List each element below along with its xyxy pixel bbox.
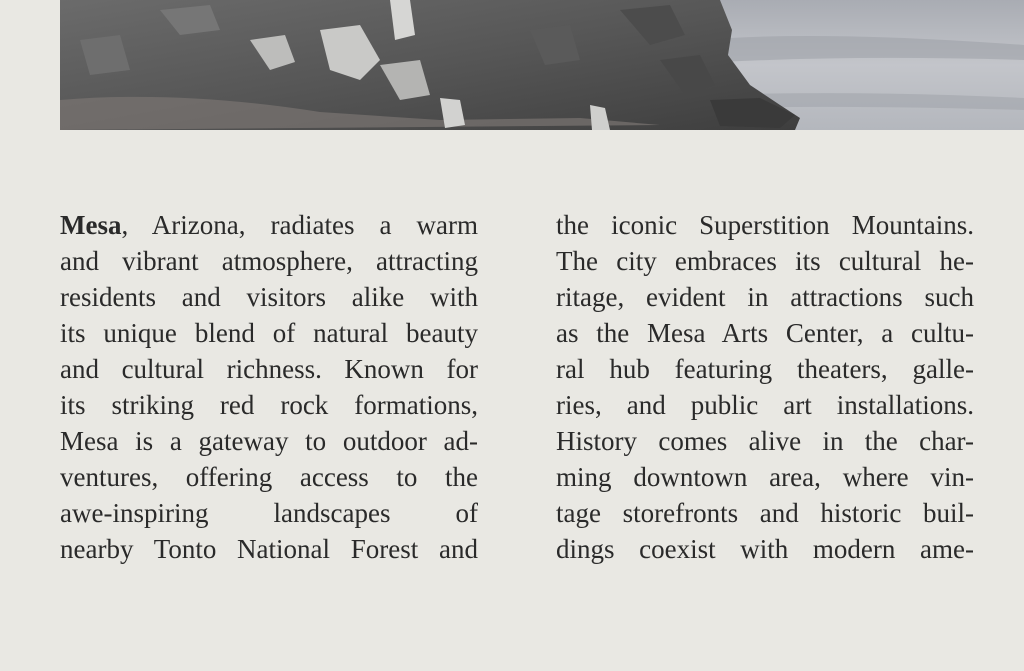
text-line: nearby Tonto National Forest and xyxy=(60,534,478,564)
text-line: dings coexist with modern ame- xyxy=(556,534,974,564)
lead-word: Mesa xyxy=(60,210,122,240)
text-line: residents and visitors alike with xyxy=(60,282,478,312)
text-line: ritage, evident in attractions such xyxy=(556,282,974,312)
text-line xyxy=(60,207,478,243)
text-line: ventures, offering access to the xyxy=(60,462,478,492)
mesa-rock-landscape-photo-icon xyxy=(60,0,1024,130)
text-line: its unique blend of natural beauty xyxy=(60,318,478,348)
text-line: and cultural richness. Known for xyxy=(60,354,478,384)
text-line: the iconic Superstition Mountains. xyxy=(556,210,974,240)
text-line: as the Mesa Arts Center, a cultu- xyxy=(556,318,974,348)
text-line: its striking red rock formations, xyxy=(60,390,478,420)
text-line: ming downtown area, where vin- xyxy=(556,462,974,492)
text-line: History comes alive in the char- xyxy=(556,426,974,456)
text-line: awe-inspiring landscapes of xyxy=(60,498,478,528)
article-column-right xyxy=(556,207,974,567)
article-column-left xyxy=(60,207,478,567)
text-line: The city embraces its cultural he- xyxy=(556,246,974,276)
text-line: ries, and public art installations. xyxy=(556,390,974,420)
text-line: Mesa is a gateway to outdoor ad- xyxy=(60,426,478,456)
text-line-tail: , Arizona, radiates a warm xyxy=(121,210,478,240)
text-line: and vibrant atmosphere, attracting xyxy=(60,246,478,276)
text-line: ral hub featuring theaters, galle- xyxy=(556,354,974,384)
text-line: tage storefronts and historic buil- xyxy=(556,498,974,528)
landscape-photo xyxy=(60,0,1024,130)
